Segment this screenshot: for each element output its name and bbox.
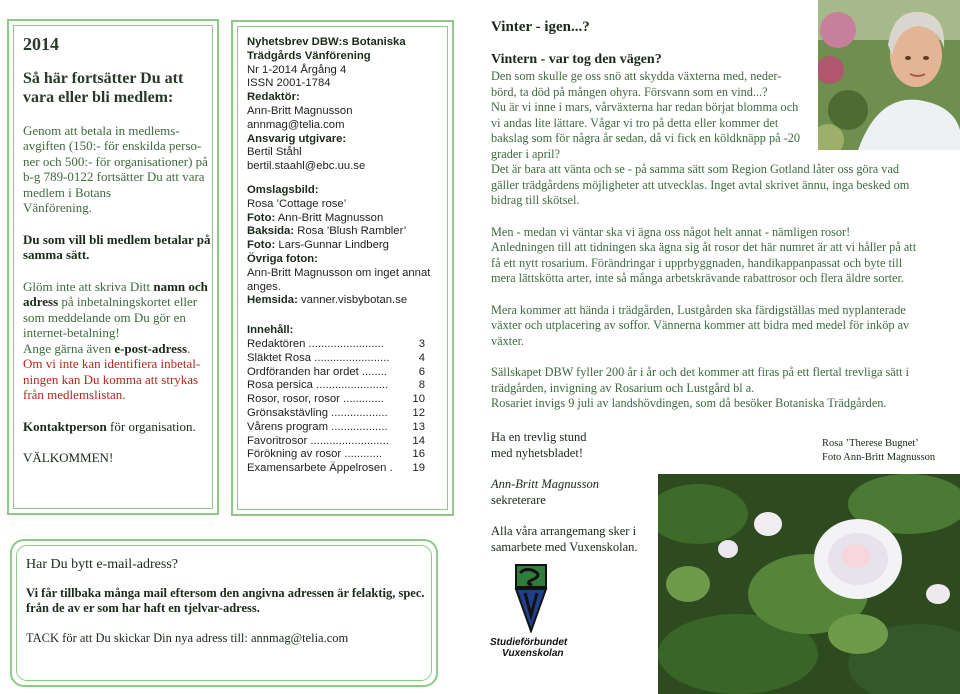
email-change-box <box>10 539 438 687</box>
logo-text-line2: Vuxenskolan <box>502 648 564 659</box>
toc-item: Rosor, rosor, rosor ............. 10 <box>247 393 425 406</box>
colophon-box <box>231 20 454 516</box>
editor-email: annmag@telia.com <box>247 118 345 131</box>
rose-photo <box>658 474 960 694</box>
issue-number: Nr 1-2014 Årgång 4 <box>247 63 347 76</box>
portrait-image <box>818 0 960 150</box>
other-photos-label: Övriga foton: <box>247 252 318 265</box>
editorial-subheading: Vintern - var tog den vägen? <box>491 51 662 67</box>
welcome-text: VÄLKOMMEN! <box>23 450 114 465</box>
back-photo: Foto: Lars-Gunnar Lindberg <box>247 239 389 252</box>
email-change-line1: Vi får tillbaka många mail eftersom den angivna adressen är felaktig, spec. <box>26 586 425 600</box>
membership-box <box>7 19 219 515</box>
signature-role: sekreterare <box>491 492 546 507</box>
other-photos-value: Ann-Britt Magnusson om inget annat anges. <box>247 266 431 293</box>
author-portrait-photo <box>818 0 960 150</box>
publisher-label: Ansvarig utgivare: <box>247 132 347 145</box>
toc-item: Examensarbete Äppelrosen . 19 <box>247 462 425 475</box>
table-of-contents <box>247 338 447 476</box>
toc-item: Vårens program .................. 13 <box>247 420 425 433</box>
editor-name: Ann-Britt Magnusson <box>247 104 353 117</box>
contact-text: Kontaktperson för organisation. <box>23 418 196 434</box>
website: Hemsida: vanner.visbybotan.se <box>247 294 408 307</box>
collaboration-note: Alla våra arrangemang sker i samarbete med Vuxenskolan. <box>491 524 638 554</box>
editorial-paragraph-3: Mera kommer att hända i trädgården, Lustgården ska färdigställas med nyplanterade växter och utplacering av soffor. Vännerna kommer att bidra med medel för inköp av växter. <box>491 302 910 348</box>
editorial-paragraph-1: Den som skulle ge oss snö att skydda växterna med, neder- börd, ta död på mången ohyra. Försvann som en vind...? Nu är vi inne i mars, vårväxterna har redan börjat blomma och vi andas lite lättare. Vågar vi tro på detta eller kommer det bakslag som för några år sedan, då vi fick en köldknäpp på -20 grader i april? Det är bara att vänta och se - på samma sätt som Region Gotland låter oss göra vad gäller trädgårdens möjligheter att utvecklas. Inget avtal skrivet ännu, inga besked om bidrag till skötsel. <box>491 69 910 207</box>
toc-item: Släktet Rosa ........................ 4 <box>247 351 425 364</box>
back-cover: Baksida: Rosa ’Blush Rambler’ <box>247 225 407 238</box>
toc-item: Redaktören ........................ 3 <box>247 337 425 350</box>
rose-photo-caption: Rosa ’Therese Bugnet’ Foto Ann-Britt Magnusson <box>822 438 936 463</box>
contents-label: Innehåll: <box>247 324 294 337</box>
toc-item: Förökning av rosor ............ 16 <box>247 448 425 461</box>
greeting-text: Ha en trevlig stund med nyhetsbladet! <box>491 430 587 460</box>
logo-text-line1: Studieförbundet <box>490 637 568 648</box>
signature: Ann-Britt Magnusson <box>491 477 599 491</box>
editorial-paragraph-4: Sällskapet DBW fyller 200 år i år och det kommer att firas på ett flertal trevliga sätt i trädgården, invigning av Rosarium och Lustgård bl a. Rosariet invigs 9 juli av landshövdingen, som då besöker Botaniska Trädgården. <box>491 365 910 410</box>
vuxenskolan-logo <box>488 563 598 663</box>
toc-item: Grönsakstävling .................. 12 <box>247 406 425 419</box>
email-change-heading: Har Du bytt e-mail-adress? <box>26 557 178 572</box>
editorial-heading: Vinter - igen...? <box>491 19 590 35</box>
year-heading: 2014 <box>23 34 59 54</box>
email-request: Ange gärna även e-post-adress. <box>23 340 191 356</box>
membership-heading: Så här fortsätter Du att vara eller bli medlem: <box>23 69 184 106</box>
cover-label: Omslagsbild: <box>247 183 319 196</box>
cover-photo: Foto: Ann-Britt Magnusson <box>247 211 384 224</box>
newsletter-title: Nyhetsbrev DBW:s Botaniska Trädgårds Vänförening <box>247 36 406 62</box>
publisher-name: Bertil Ståhl <box>247 146 302 159</box>
cover-value: Rosa ’Cottage rose’ <box>247 197 347 210</box>
rose-image <box>658 474 960 694</box>
warning-text: Om vi inte kan identifiera inbetal- ningen kan Du komma att strykas från medlemslistan. <box>23 356 201 402</box>
editor-label: Redaktör: <box>247 91 300 104</box>
toc-item: Favoritrosor ......................... 14 <box>247 434 425 447</box>
email-change-line2: från de av er som har haft en tjelvar-adress. <box>26 601 260 615</box>
membership-text: Genom att betala in medlems- avgiften (150:- för enskilda perso- ner och 500:- för organisationer) på b-g 789-0122 fortsätter Du att vara medlem i Botans Vänförening. <box>23 122 208 215</box>
editorial-paragraph-2: Men - medan vi väntar ska vi ägna oss något helt annat - nämligen rosor! Anledningen till att tidningen ska ägna sig åt rosor det här numret är att vi håller på att få ett nytt rosarium. Förändringar i upprbyggnaden, handikappanpassat och byte till mera lättskötta arter, inte så många arbetskrävande rabattrosor och flera äldre sorter. <box>491 224 917 285</box>
logo-mark <box>488 563 598 633</box>
email-change-thanks: TACK för att Du skickar Din nya adress till: annmag@telia.com <box>26 631 349 645</box>
toc-item: Ordföranden har ordet ........ 6 <box>247 365 425 378</box>
publisher-email: bertil.staahl@ebc.uu.se <box>247 160 366 173</box>
toc-item: Rosa persica ....................... 8 <box>247 379 425 392</box>
new-member-text: Du som vill bli medlem betalar på samma sätt. <box>23 231 211 262</box>
reminder-text: Glöm inte att skriva Ditt namn och adress på inbetalningskortet eller som meddelande om Du gör en internet-betalning! <box>23 278 208 340</box>
issn: ISSN 2001-1784 <box>247 77 331 90</box>
